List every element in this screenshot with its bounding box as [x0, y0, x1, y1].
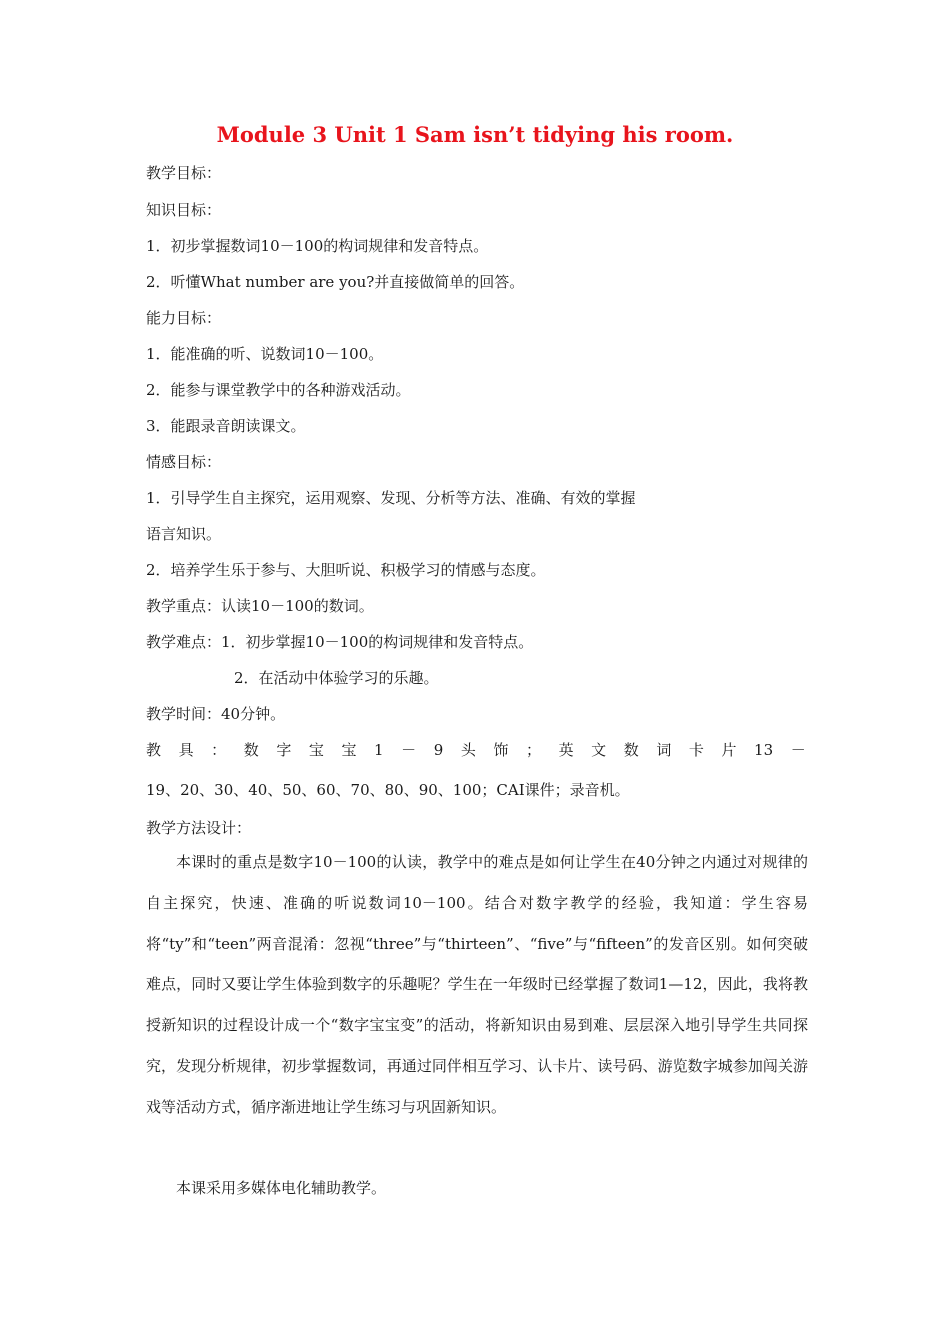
teaching-tools-glyph: － [401, 741, 417, 759]
teaching-tools-glyph: － [790, 741, 806, 759]
teaching-tools-glyph: 饰 [493, 741, 509, 759]
teaching-tools-glyph: ； [526, 741, 542, 759]
teaching-tools-glyph: 1 [374, 741, 384, 759]
teaching-tools-glyph: 宝 [308, 741, 324, 759]
knowledge-goal-2: 2．听懂What number are you?并直接做简单的回答。 [146, 273, 525, 291]
method-paragraph-1: 本课时的重点是数字10－100的认读，教学中的难点是如何让学生在40分钟之内通过对规律的自主探究，快速、准确的听说数词10－100。结合对数字教学的经验，我知道：学生容易将“ty”和“teen”两音混淆：忽视“three”与“thirteen”、“five”与“fifteen”的发音区别。如何突破难点，同时又要让学生体验到数字的乐趣呢？学生在一年级时已经掌握了数词1—12，因此，我将教授新知识的过程设计成一个“数字宝宝变”的活动，将新知识由易到难、层层深入地引导学生共同探究，发现分析规律，初步掌握数词，再通过同伴相互学习、认卡片、读号码、游览数字城参加闯关游戏等活动方式，循序渐进地让学生练习与巩固新知识。 [146, 853, 808, 1116]
difficult-points: 教学难点：1．初步掌握10－100的构词规律和发音特点。 [146, 633, 534, 651]
knowledge-goal-1: 1．初步掌握数词10－100的构词规律和发音特点。 [146, 237, 489, 255]
teaching-goals-heading: 教学目标： [146, 164, 222, 182]
teaching-tools-glyph: 数 [623, 741, 639, 759]
teaching-tools-glyph: 具 [178, 741, 194, 759]
ability-goals-heading: 能力目标： [146, 309, 222, 327]
teaching-tools-glyph: 文 [591, 741, 607, 759]
teaching-tools-glyph: 教 [146, 741, 162, 759]
ability-goal-1: 1．能准确的听、说数词10－100。 [146, 345, 384, 363]
teaching-tools-glyph: 字 [276, 741, 292, 759]
method-paragraph-2: 本课采用多媒体电化辅助教学。 [176, 1179, 387, 1197]
teaching-tools-glyph: 数 [243, 741, 259, 759]
teaching-tools-glyph: 宝 [341, 741, 357, 759]
ability-goal-3: 3．能跟录音朗读课文。 [146, 417, 306, 435]
teaching-tools-line [146, 739, 806, 761]
knowledge-goals-heading: 知识目标： [146, 201, 222, 219]
teaching-tools-glyph: 词 [656, 741, 672, 759]
ability-goal-2: 2．能参与课堂教学中的各种游戏活动。 [146, 381, 411, 399]
teaching-tools-glyph: 卡 [688, 741, 704, 759]
teaching-tools-glyph: 头 [460, 741, 476, 759]
teaching-tools-glyph: 13 [754, 741, 774, 759]
teaching-tools-glyph: 英 [558, 741, 574, 759]
document-title: Module 3 Unit 1 Sam isn’t tidying his room. [216, 122, 734, 147]
teaching-time: 教学时间：40分钟。 [146, 705, 286, 723]
teaching-tools-glyph: 9 [433, 741, 444, 759]
method-design-heading: 教学方法设计： [146, 819, 252, 837]
key-points: 教学重点：认读10－100的数词。 [146, 597, 374, 615]
teaching-tools-glyph: ： [211, 741, 227, 759]
difficult-point-2: 2．在活动中体验学习的乐趣。 [234, 669, 439, 687]
teaching-tools-cont: 19、20、30、40、50、60、70、80、90、100；CAI课件；录音机。 [146, 781, 630, 799]
emotion-goal-1-cont: 语言知识。 [146, 525, 222, 543]
emotion-goals-heading: 情感目标： [146, 453, 222, 471]
teaching-tools-glyph: 片 [721, 741, 737, 759]
emotion-goal-1: 1．引导学生自主探究，运用观察、发现、分析等方法、准确、有效的掌握 [146, 489, 636, 507]
emotion-goal-2: 2．培养学生乐于参与、大胆听说、积极学习的情感与态度。 [146, 561, 546, 579]
